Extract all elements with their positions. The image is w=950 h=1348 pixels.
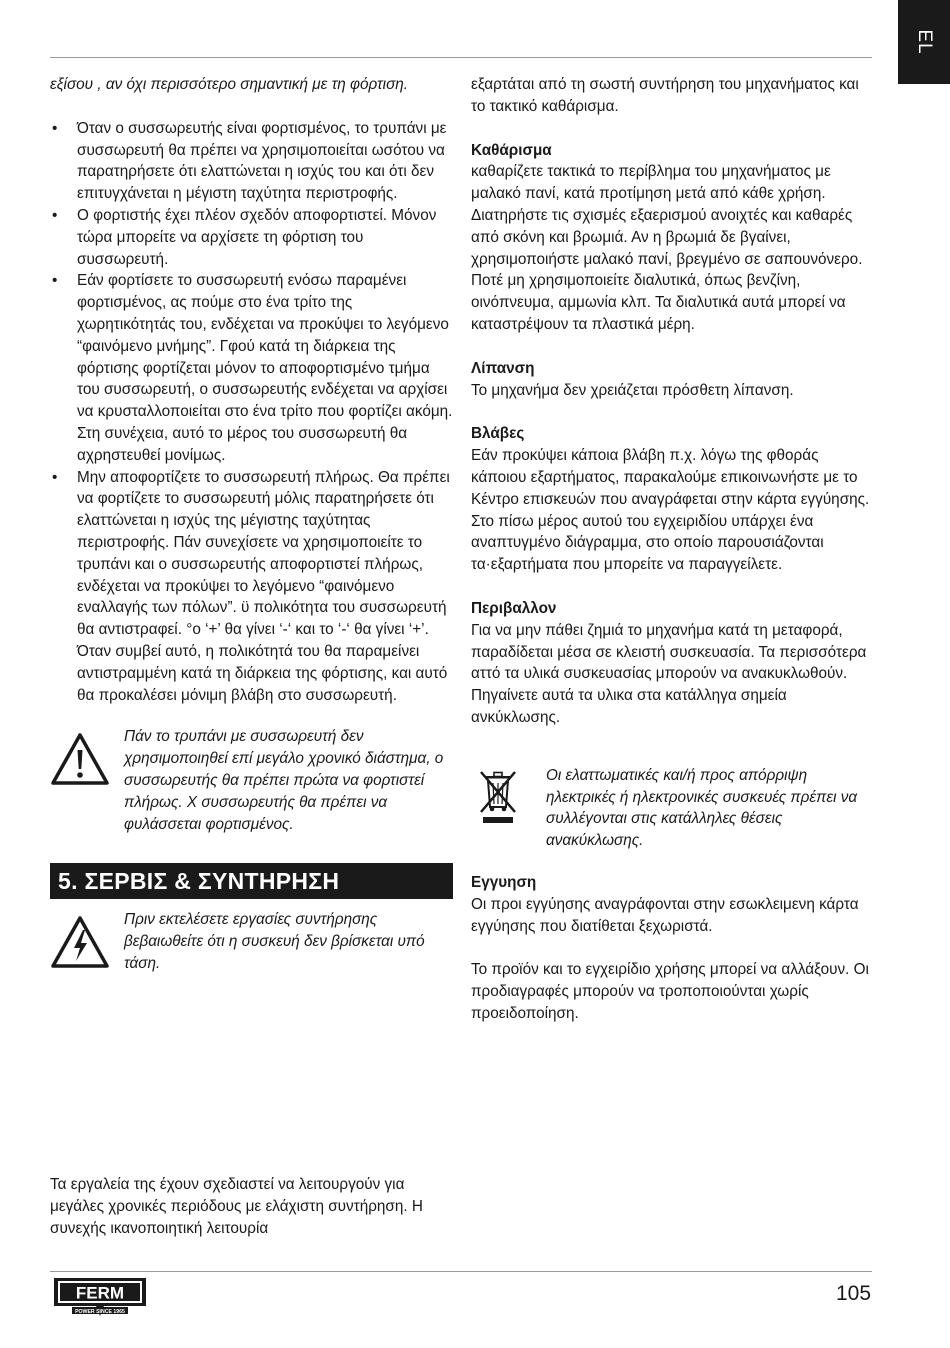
list-item: • Ο φορτιστής έχει πλέον σχεδόν αποφορτιστεί. Μόνον τώρα μπορείτε να αρχίσετε τη φόρτιση του συσσωρευτή. — [50, 205, 455, 270]
voltage-warning-text: Πριν εκτελέσετε εργασίες συντήρησης βεβαιωθείτε ότι η συσκευή δεν βρίσκεται υπό τάση. — [124, 911, 425, 972]
environment-heading: Περιβαλλον — [471, 599, 557, 617]
bottom-divider — [50, 1271, 872, 1272]
ferm-logo — [52, 1276, 148, 1318]
battery-tips-list — [50, 118, 455, 707]
crossed-out-bin-icon — [477, 767, 519, 825]
intro-text: εξίσου , αν όχι περισσότερο σημαντική με τη φόρτιση. — [50, 76, 409, 93]
electric-shock-icon — [50, 915, 110, 969]
change-notice-text: Το προϊόν και το εγχειρίδιο χρήσης μπορεί να αλλάξουν. Οι προδιαγραφές μπορούν να τροποποιούνται χωρίς προειδοποίηση. — [471, 961, 869, 1022]
lubrication-text: Το μηχανήμα δεν χρειάζεται πρόσθετη λίπανση. — [471, 381, 794, 399]
cleaning-heading: Καθάρισμα — [471, 141, 552, 159]
logo-tagline: POWER SINCE 1965 — [75, 1308, 125, 1315]
voltage-warning — [50, 909, 455, 976]
lubrication-heading: Λίπανση — [471, 359, 535, 377]
weee-note — [471, 765, 876, 852]
continuation-text: εξαρτάται από τη σωστή συντήρηση του μηχανήματος και το τακτικό καθάρισμα. — [471, 76, 859, 115]
warranty-text: Οι προι εγγύησης αναγράφονται στην εσωκλειμενη κάρτα εγγύησης που διατίθεται ξεχωριστά. — [471, 895, 859, 935]
warning-triangle-icon — [50, 732, 110, 786]
left-column — [50, 74, 455, 976]
environment-text: Για να μην πάθει ζημιά το μηχανήμα κατά τη μεταφορά, παραδίδεται μέσα σε κλειστή συσκευασία. Τα περισσότερα αττό τα υλικά συσκευασίας μπορούν να ανακυκλωθούν. Πηγαίνετε αυτά τα υλικα στα κατάλληγα σημεία ανκύκλωσης. — [471, 621, 867, 726]
weee-text: Οι ελαττωματικές και/ή προς απόρριψη ηλεκτρικές ή ηλεκτρονικές συσκευές πρέπει να συλλέγονται στις κατάλληλες θέσεις ανακύκλωσης. — [546, 766, 858, 850]
page-number: 105 — [836, 1282, 872, 1305]
faults-heading: Βλάβες — [471, 425, 525, 443]
list-item: • Εάν φορτίσετε το συσσωρευτή ενόσω παραμένει φορτισμένος, ας πούμε στο ένα τρίτο της χωρητικότητάς του, ενδέχεται να προκύψει το λεγόμενο “φαινόμενο μνήμης”. Γφού κατά τη διάρκεια της φόρτισης φορτίζεται μόνον το αποφορτισμένο τμήμα του συσσωρευτή, ο συσσωρευτής ενδέχεται να αρχίσει να κρυσταλλοποιείται στο ένα τρίτο που φορτίζει ακόμη. Στη συνέχεια, αυτό το μέρος του συσσωρευτή θα αχρηστευθεί μονίμως. — [50, 270, 455, 466]
service-intro-text: Τα εργαλεία της έχουν σχεδιαστεί να λειτουργούν για μεγάλες χρονικές περιόδους με ελάχιστη συντήρηση. Η συνεχής ικανοποιητική λειτουρία — [50, 1176, 423, 1237]
top-divider — [50, 57, 872, 58]
section-title: 5. ΣΕΡΒΙΣ & ΣΥΝΤΗΡΗΣΗ — [50, 863, 453, 899]
warranty-heading: Εγγυηση — [471, 873, 537, 891]
list-item: • Όταν ο συσσωρευτής είναι φορτισμένος, το τρυπάνι με συσσωρευτή θα πρέπει να χρησιμοποιείται ωσότου να παρατηρήσετε ότι ελαττώνεται η ισχύς του και ότι δεν επιτυγχάνεται η μέγιστη ταχύτητα περιστροφής. — [50, 118, 455, 205]
list-item: • Μην αποφορτίζετε το συσσωρευτή πλήρως. Θα πρέπει να φορτίζετε το συσσωρευτή μόλις παρατηρήσετε ότι ελαττώνεται η ισχύς της μέγιστης ταχύτητας περιστροφής. Πάν συνεχίσετε να χρησιμοποιείτε το τρυπάνι και ο συσσωρευτής αποφορτιστεί πλήρως, ενδέχεται να προκύψει το λεγόμενο “φαινόμενο εναλλαγής των πόλων”. ϋ πολικότητα του συσσωρευτή θα αντιστραφεί. °ο ‘+’ θα γίνει ‘-‘ και το ‘-‘ θα γίνει ‘+’. Όταν συμβεί αυτό, η πολικότητά του θα παραμείνει αντιστραμμένη κατά τη διάρκεια της φόρτισης, και αυτό θα προκαλέσει μόνιμη βλάβη στο συσσωρευτή. — [50, 467, 455, 707]
right-column — [471, 74, 876, 1025]
language-code: EL — [914, 29, 935, 55]
cleaning-text: καθαρίζετε τακτικά το περίβλημα του μηχανήματος με μαλακό πανί, κατά προτίμηση μετά από κάθε χρήση. Διατηρήστε τις σχισμές εξαερισμού ανοιχτές και καθαρές από σκόνη και βρωμιά. Αν η βρωμιά δε βγαίνει, χρησιμοποιήστε μαλακό πανί, βρεγμένο σε σαπουνόνερο. Ποτέ μη χρησιμοποιείτε διαλυτικά, όπως βενζίνη, οινόπνευμα, αμμωνία κλπ. Τα διαλυτικά αυτά μπορεί να καταστρέψουν τα πλαστικά μέρη. — [471, 163, 863, 333]
logo-text: FERM — [75, 1283, 125, 1303]
faults-text: Εάν προκύψει κάποια βλάβη π.χ. λόγω της φθοράς κάποιου εξαρτήματος, παρακαλούμε επικοινωνήστε με το Κέντρο επισκευών που αναγράφεται στην κάρτα εγγύησης. Στο πίσω μέρος αυτού του εγχειριδίου υπάρχει ένα αναπτυγμένο διάγραμμα, στο οποίο παρουσιάζονται τα·εξαρτήματα που μπορείτε να παραγγείλετε. — [471, 447, 870, 574]
language-tab — [898, 0, 950, 84]
warning-text: Πάν το τρυπάνι με συσσωρευτή δεν χρησιμοποιηθεί επί μεγάλο χρονικό διάστημα, ο συσσωρευτής θα πρέπει πρώτα να φορτιστεί πλήρως. Χ συσσωρευτής θα πρέπει να φυλάσσεται φορτισμένος. — [124, 728, 444, 833]
storage-warning — [50, 726, 455, 835]
